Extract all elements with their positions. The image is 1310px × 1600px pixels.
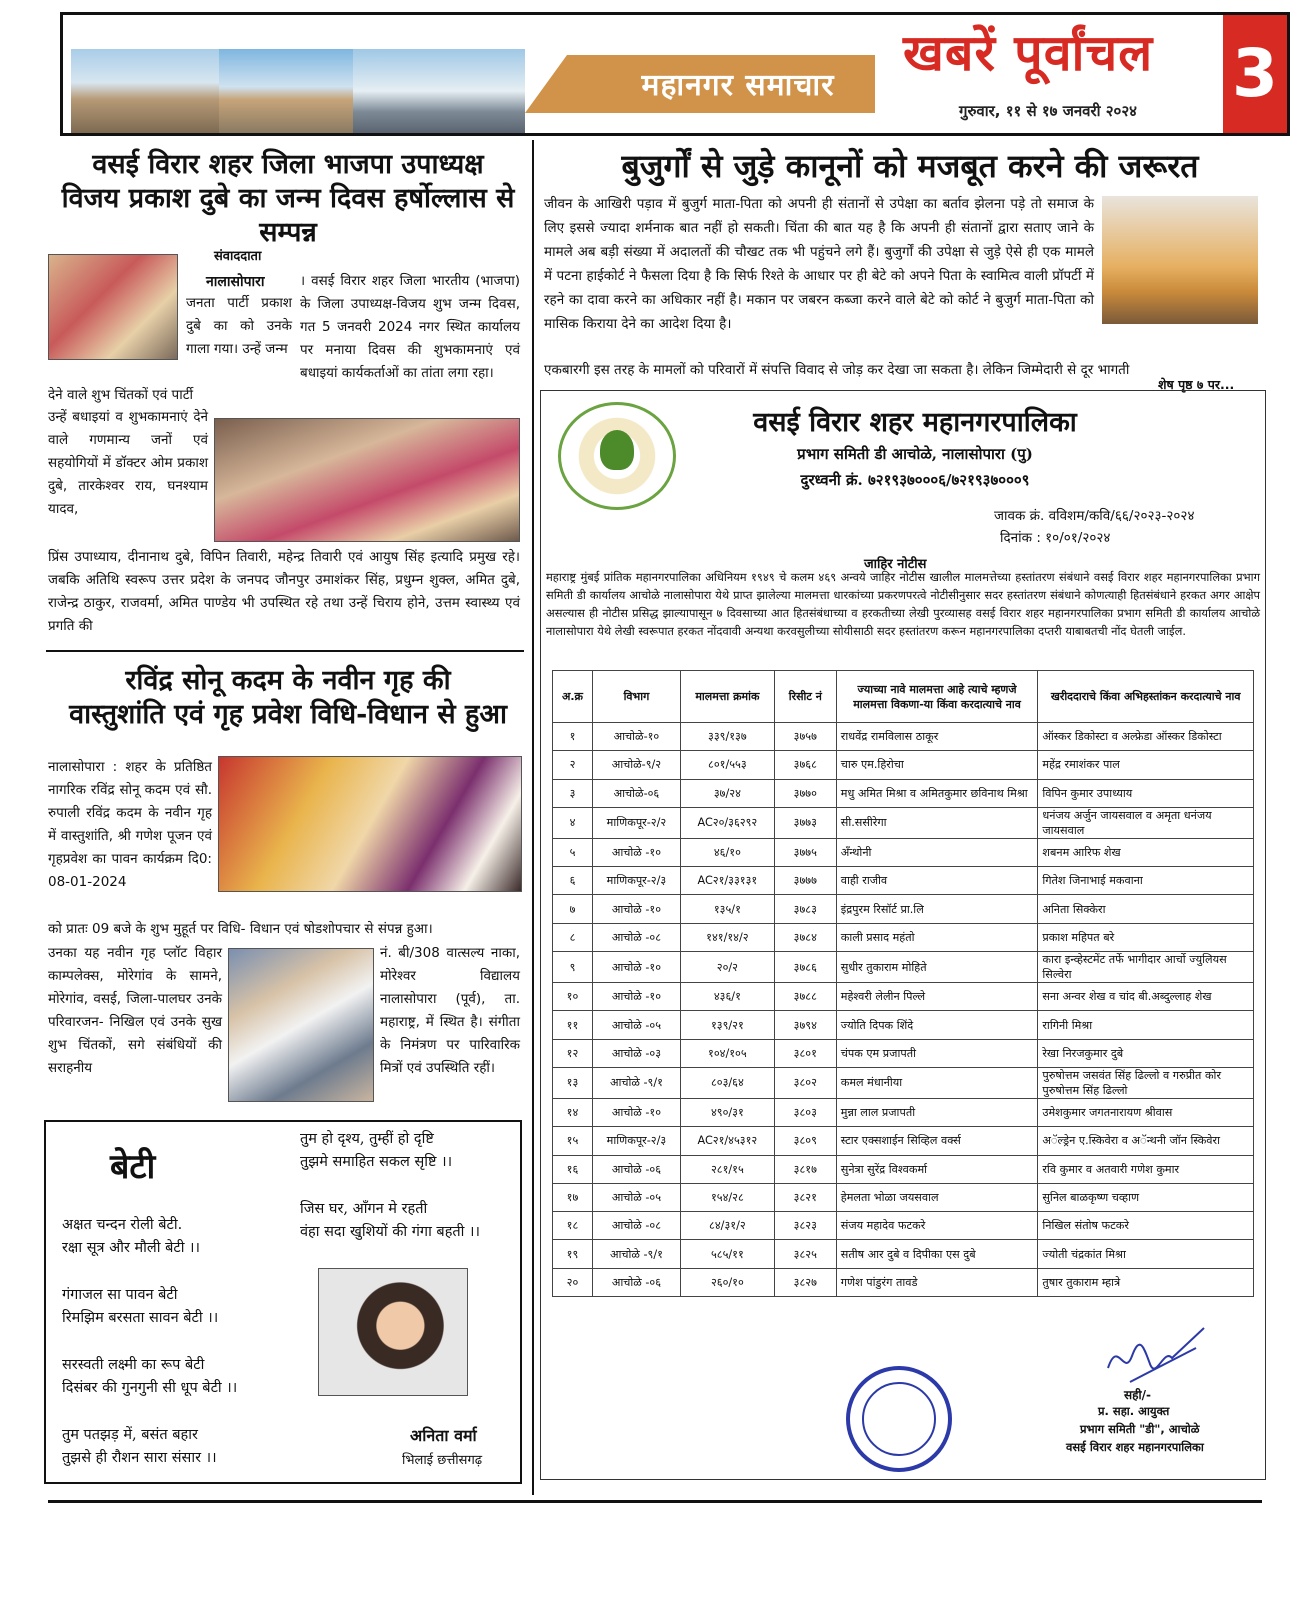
poem-line: गंगाजल सा पावन बेटी — [62, 1287, 178, 1303]
table-cell: रागिनी मिश्रा — [1038, 1011, 1254, 1039]
table-cell: ६ — [553, 867, 593, 895]
table-cell: ३८०२ — [774, 1067, 836, 1098]
table-cell: १३९/२१ — [680, 1011, 774, 1039]
table-row — [553, 1127, 1254, 1155]
signature — [1100, 1318, 1210, 1398]
column-header: विभाग — [592, 671, 680, 723]
official-stamp-inner — [862, 1382, 936, 1456]
poet-place: भिलाई छत्तीसगढ़ — [402, 1453, 483, 1468]
table-row — [553, 923, 1254, 951]
signature-corporation: वसई विरार शहर महानगरपालिका — [1066, 1440, 1204, 1454]
poem-stanza — [62, 1424, 217, 1470]
table-cell: ज्योति दिपक शिंदे — [836, 1011, 1038, 1039]
article1-headline — [52, 148, 524, 249]
table-cell: आचोळे -०६ — [592, 1268, 680, 1296]
article2-text-col2: नं. बी/308 वात्सल्य नाका, मोरेश्वर विद्यालय नालासोपारा (पूर्व), ता. महाराष्ट्र, में स्थित है। संगीता के निमंत्रण पर पारिवारिक मित्रों एवं उपस्थिति रहीं। — [380, 945, 520, 1076]
poem-line: रिमझिम बरसता सावन बेटी ।। — [62, 1310, 219, 1326]
poem-line: तुम पतझड़ में, बसंत बहार — [62, 1427, 198, 1443]
property-transfer-table — [552, 670, 1254, 1297]
table-cell: ४९०/३१ — [680, 1098, 774, 1126]
signature-designation: प्र. सहा. आयुक्त — [1098, 1404, 1170, 1418]
column-header: रिसीट नं — [774, 671, 836, 723]
article2-headline-line1: रविंद्र सोनू कदम के नवीन गृह की — [125, 665, 451, 696]
table-cell: १५ — [553, 1127, 593, 1155]
table-cell: १४ — [553, 1098, 593, 1126]
table-cell: सतीष आर दुबे व दिपीका एस दुबे — [836, 1240, 1038, 1268]
table-cell: मुन्ना लाल प्रजापती — [836, 1098, 1038, 1126]
table-cell: १० — [553, 983, 593, 1011]
table-cell: ३७७५ — [774, 838, 836, 866]
table-cell: आचोळे -१० — [592, 983, 680, 1011]
article1-text-names: उन्हें बधाइयां व शुभकामनाएं देने वाले गणमान्य जनों एवं सहयोगियों में डॉक्टर ओम प्रकाश दुबे, तारकेश्वर राय, घनश्याम यादव, — [48, 409, 208, 517]
masthead — [60, 12, 1290, 136]
table-cell: ३८२७ — [774, 1268, 836, 1296]
poem-stanza — [300, 1198, 480, 1244]
masthead-photo-cst — [71, 49, 219, 133]
article1-text-col1: जनता पार्टी प्रकाश दुबे का को उनके गाला गया। उन्हें जन्म — [186, 295, 292, 357]
table-cell: प्रकाश महिपत बरे — [1038, 923, 1254, 951]
table-cell: स्टार एक्सशाईन सिव्हिल वर्क्स — [836, 1127, 1038, 1155]
poem-line: तुम हो दृश्य, तुम्हीं हो दृष्टि — [300, 1131, 434, 1147]
poem-line: अक्षत चन्दन रोली बेटी. — [62, 1217, 183, 1233]
table-cell: १ — [553, 723, 593, 751]
article2-photo-ceremony — [228, 948, 374, 1102]
article2-text-col1: उनका यह नवीन गृह प्लॉट विहार काम्पलेक्स, मोरेगांव के सामने, मोरेगांव, वसई, जिला-पालघर उनके परिवारजन- निखिल एवं उनके सुख शुभ चिंतकों, सगे संबंधियों की सराहनीय — [48, 945, 222, 1076]
table-cell: सना अन्वर शेख व चांद बी.अब्दुल्लाह शेख — [1038, 983, 1254, 1011]
article1-photo-audience — [214, 418, 520, 542]
table-cell: ३३९/१३७ — [680, 723, 774, 751]
table-cell: हेमलता भोळा जयसवाल — [836, 1183, 1038, 1211]
table-row — [553, 1098, 1254, 1126]
table-cell: ३७९४ — [774, 1011, 836, 1039]
table-cell: आचोळे -१० — [592, 1098, 680, 1126]
table-row — [553, 1183, 1254, 1211]
poem-line: वंहा सदा खुशियों की गंगा बहती ।। — [300, 1224, 481, 1240]
poem-stanza — [62, 1284, 218, 1330]
table-cell: ज्योती चंद्रकांत मिश्रा — [1038, 1240, 1254, 1268]
table-row — [553, 895, 1254, 923]
table-cell: आचोळे -१० — [592, 838, 680, 866]
table-row — [553, 952, 1254, 983]
poem-stanza — [300, 1128, 452, 1174]
table-row — [553, 751, 1254, 779]
table-cell: ८४/३१/२ — [680, 1212, 774, 1240]
table-cell: ८०१/५५३ — [680, 751, 774, 779]
table-cell: ३७७३ — [774, 807, 836, 838]
table-row — [553, 723, 1254, 751]
table-row — [553, 779, 1254, 807]
table-cell: उमेशकुमार जगतनारायण श्रीवास — [1038, 1098, 1254, 1126]
table-cell: ८ — [553, 923, 593, 951]
table-row — [553, 983, 1254, 1011]
article2-text-intro: नालासोपारा : शहर के प्रतिष्ठित नागरिक रविंद्र सोनू कदम एवं सौ. रुपाली रविंद्र कदम के नवीन गृह में वास्तुशांति, श्री गणेश पूजन एवं गृहप्रवेश का पावन कार्यक्रम दि0: 08-01-2024 — [48, 759, 212, 890]
article3-photo-elderly — [1102, 196, 1258, 324]
table-cell: २ — [553, 751, 593, 779]
table-cell: अनिता सिक्केरा — [1038, 895, 1254, 923]
poem-line: जिस घर, आँगन मे रहती — [300, 1201, 428, 1217]
table-cell: आचोळे -०३ — [592, 1039, 680, 1067]
table-row — [553, 807, 1254, 838]
article1-byline: संवाददाता — [214, 249, 262, 264]
article1-headline-line1: वसई विरार शहर जिला भाजपा उपाध्यक्ष — [92, 149, 484, 180]
table-row — [553, 838, 1254, 866]
article1-photo-stage — [48, 254, 178, 360]
table-cell: सी.ससीरेगा — [836, 807, 1038, 838]
table-cell: शबनम आरिफ शेख — [1038, 838, 1254, 866]
table-cell: वाही राजीव — [836, 867, 1038, 895]
article3-text: जीवन के आखिरी पड़ाव में बुजुर्ग माता-पिता को अपनी ही संतानों से उपेक्षा का बर्ताव झेलना पड़े तो समाज के लिए इससे ज्यादा शर्मनाक बात नहीं हो सकती। चिंता की बात यह है कि अपनी ही संतानों द्वारा सताए जाने के मामले अब बड़ी संख्या में अदालतों की चौखट तक भी पहुंचने लगे हैं। बुजुर्गों की उपेक्षा से जुड़े ऐसे ही एक मामले में पटना हाईकोर्ट ने फैसला दिया है कि सिर्फ रिश्ते के आधार पर ही बेटे को अपने पिता के स्वामित्व वाली प्रॉपर्टी में रहने का दावा करने का अधिकार नहीं है। मकान पर जबरन कब्जा करने वाले बेटे को कोर्ट ने बुजुर्ग माता-पिता को मासिक किराया देने का आदेश दिया है। — [544, 196, 1094, 332]
table-cell: गितेश जिनाभाई मकवाना — [1038, 867, 1254, 895]
table-cell: आचोळे -१० — [592, 952, 680, 983]
table-cell: आचोळे-०६ — [592, 779, 680, 807]
table-row — [553, 1067, 1254, 1098]
article-separator — [46, 650, 524, 652]
table-cell: AC२१/३३१३१ — [680, 867, 774, 895]
table-cell: महेश्वरी लेलीन पिल्ले — [836, 983, 1038, 1011]
poem-line: सरस्वती लक्ष्मी का रूप बेटी — [62, 1357, 205, 1373]
table-row — [553, 1155, 1254, 1183]
column-header: मालमत्ता क्रमांक — [680, 671, 774, 723]
table-cell: ११ — [553, 1011, 593, 1039]
notice-phone: दुरध्वनी क्रं. ७२१९३७०००६/७२१९३७०००९ — [800, 471, 1030, 489]
column-header: अ.क्र — [553, 671, 593, 723]
page-number: 3 — [1223, 15, 1287, 133]
table-cell: ३८०९ — [774, 1127, 836, 1155]
table-cell: १३५/१ — [680, 895, 774, 923]
notice-heading: जाहिर नोटीस — [864, 557, 927, 572]
poem-stanza — [62, 1214, 200, 1260]
masthead-photo-sealink — [353, 49, 525, 133]
table-cell: रवि कुमार व अतवारी गणेश कुमार — [1038, 1155, 1254, 1183]
table-cell: २६०/१० — [680, 1268, 774, 1296]
notice-subtitle: प्रभाग समिती डी आचोळे, नालासोपारा (पु) — [797, 445, 1033, 463]
table-cell: चंपक एम प्रजापती — [836, 1039, 1038, 1067]
newspaper-title: खबरें पूर्वांचल — [903, 23, 1154, 82]
table-cell: ३७६८ — [774, 751, 836, 779]
table-cell: ३७८३ — [774, 895, 836, 923]
table-cell: १९ — [553, 1240, 593, 1268]
column-header: ज्याच्या नावे मालमत्ता आहे त्याचे म्हणजे मालमत्ता विकणा-या किंवा करदात्याचे नाव — [836, 671, 1038, 723]
table-cell: आचोळे -१० — [592, 895, 680, 923]
table-row — [553, 1240, 1254, 1268]
table-cell: ऑस्कर डिकोस्टा व अल्फ्रेडा ऑस्कर डिकोस्टा — [1038, 723, 1254, 751]
table-cell: ३ — [553, 779, 593, 807]
poem-title: बेटी — [110, 1147, 156, 1187]
article2-headline — [52, 664, 524, 732]
table-cell: अँन्थोनी — [836, 838, 1038, 866]
table-cell: ४ — [553, 807, 593, 838]
masthead-photo-gateway — [219, 49, 353, 133]
table-cell: ४६/१० — [680, 838, 774, 866]
table-cell: ३८०१ — [774, 1039, 836, 1067]
table-cell: ३८२१ — [774, 1183, 836, 1211]
table-cell: आचोळे -०५ — [592, 1183, 680, 1211]
table-row — [553, 867, 1254, 895]
table-cell: आचोळे -०८ — [592, 1212, 680, 1240]
column-divider — [532, 140, 534, 1495]
page-bottom-rule — [48, 1500, 1262, 1503]
notice-date: दिनांक : १०/०१/२०२४ — [1000, 530, 1111, 546]
table-cell: ५ — [553, 838, 593, 866]
table-cell: माणिकपूर-२/३ — [592, 1127, 680, 1155]
table-cell: ३८२५ — [774, 1240, 836, 1268]
table-cell: सुनेत्रा सुरेंद्र विश्वकर्मा — [836, 1155, 1038, 1183]
article2-photo-puja — [218, 756, 522, 892]
poet-portrait — [318, 1268, 468, 1396]
article1-text-line: देने वाले शुभ चिंतकों एवं पार्टी — [48, 387, 194, 403]
signature-office: प्रभाग समिती "डी", आचोळे — [1080, 1422, 1200, 1436]
table-cell: अॅल्ड्रेन ए.स्किवेरा व अॅन्थनी जॉन स्किवेरा — [1038, 1127, 1254, 1155]
table-cell: १०४/१०५ — [680, 1039, 774, 1067]
table-body — [553, 723, 1254, 1297]
table-cell: निखिल संतोष फटकरे — [1038, 1212, 1254, 1240]
table-cell: ३७७० — [774, 779, 836, 807]
table-cell: आचोळे -९/१ — [592, 1240, 680, 1268]
table-cell: १३ — [553, 1067, 593, 1098]
table-cell: २०/२ — [680, 952, 774, 983]
table-cell: १४१/१४/२ — [680, 923, 774, 951]
article3-headline: बुजुर्गों से जुड़े कानूनों को मजबूत करने की जरूरत — [621, 147, 1199, 185]
notice-reference: जावक क्रं. वविशम/कवि/६६/२०२३-२०२४ — [994, 508, 1195, 524]
table-cell: आचोळे-९/२ — [592, 751, 680, 779]
table-cell: ८०३/६४ — [680, 1067, 774, 1098]
table-cell: आचोळे-१० — [592, 723, 680, 751]
table-cell: आचोळे -०५ — [592, 1011, 680, 1039]
table-cell: ३८०३ — [774, 1098, 836, 1126]
table-cell: विपिन कुमार उपाध्याय — [1038, 779, 1254, 807]
table-cell: २८१/१५ — [680, 1155, 774, 1183]
table-cell: कारा इन्व्हेस्टमेंट तर्फे भागीदार आर्चो ज्युलियस सिल्वेरा — [1038, 952, 1254, 983]
table-cell: सुधीर तुकाराम मोहिते — [836, 952, 1038, 983]
table-cell: ३७८८ — [774, 983, 836, 1011]
table-cell: सुनिल बाळकृष्ण चव्हाण — [1038, 1183, 1254, 1211]
table-cell: ५८५/११ — [680, 1240, 774, 1268]
article1-text-bottom: प्रिंस उपाध्याय, दीनानाथ दुबे, विपिन तिवारी, महेन्द्र तिवारी एवं आयुष सिंह इत्यादि प्रमुख रहे। जबकि अतिथि स्वरूप उत्तर प्रदेश के जनपद जौनपुर उमाशंकर सिंह, प्रधुम्न शुक्ल, अमित दुबे, राजेन्द्र ठाकुर, राजवर्मा, अमित पाण्डेय भी उपस्थित रहे तथा उन्हें चिराय होने, उत्तम स्वास्थ्य एवं प्रगति की — [48, 549, 520, 634]
table-row — [553, 1039, 1254, 1067]
poet-name: अनिता वर्मा — [410, 1426, 477, 1445]
table-cell: पुरुषोत्तम जसवंत सिंह ढिल्लो व गरुप्रीत कोर पुरुषोत्तम सिंह ढिल्लो — [1038, 1067, 1254, 1098]
table-cell: ४३६/१ — [680, 983, 774, 1011]
article1-text-col2: । वसई विरार शहर जिला भारतीय (भाजपा) के जिला उपाध्यक्ष-विजय शुभ जन्म दिवस, गत 5 जनवरी 2024 नगर स्थित कार्यालय पर मनाया दिवस की शुभकामनाएं एवं बधाइयां कार्यकर्ताओं का तांता लगा रहा। — [300, 273, 520, 381]
table-cell: माणिकपूर-२/३ — [592, 867, 680, 895]
table-cell: १५४/२८ — [680, 1183, 774, 1211]
table-cell: चारु एम.हिरोचा — [836, 751, 1038, 779]
table-row — [553, 1011, 1254, 1039]
table-cell: मधु अमित मिश्रा व अमितकुमार छविनाथ मिश्रा — [836, 779, 1038, 807]
table-header-row — [553, 671, 1254, 723]
corporation-logo-emblem — [600, 430, 634, 470]
table-cell: धनंजय अर्जुन जायसवाल व अमृता धनंजय जायसवाल — [1038, 807, 1254, 838]
table-cell: २० — [553, 1268, 593, 1296]
notice-paragraph: महाराष्ट्र मुंबई प्रांतिक महानगरपालिका अधिनियम १९४९ चे कलम ४६९ अन्वये जाहिर नोटीस खालील मालमत्तेच्या हस्तांतरण संबंधाने वसई विरार शहर महानगरपालिका प्रभाग समिती डी कार्यालय आचोळे नालासोपारा येथे प्राप्त झालेल्या मालमत्ता धारकांच्या प्रकरणपरत्वे नोटीसीनुसार सदर हस्तांतरण संबंधाने कोणत्याही हितसंबंधाने हरकत अगर आक्षेप असल्यास ही नोटीस प्रसिद्ध झाल्यापासून ७ दिवसाच्या आत हितसंबंधाच्या व हरकतीच्या लेखी पुरव्यासह वसई विरार शहर महानगरपालिका प्रभाग समिती डी कार्यालय आचोळे नालासोपारा येथे लेखी स्वरूपात हरकत नोंदवावी अन्यथा करवसुलीच्या सोयीसाठी सदर हस्तांतरण करून महानगरपालिका दप्तरी याबाबतची नोंद घेतली जाईल. — [546, 570, 1260, 638]
table-cell: कमल मंधानीया — [836, 1067, 1038, 1098]
table-cell: १६ — [553, 1155, 593, 1183]
table-row — [553, 1268, 1254, 1296]
table-cell: ३७५७ — [774, 723, 836, 751]
signature-sahi: सही/- — [1124, 1388, 1151, 1402]
table-cell: AC२०/३६२९२ — [680, 807, 774, 838]
section-label: महानगर समाचार — [641, 68, 835, 103]
table-row — [553, 1212, 1254, 1240]
poem-line: दिसंबर की गुनगुनी सी धूप बेटी ।। — [62, 1380, 238, 1396]
table-cell: काली प्रसाद महंतो — [836, 923, 1038, 951]
table-cell: इंद्रपुरम रिसॉर्ट प्रा.लि — [836, 895, 1038, 923]
article2-headline-line2: वास्तुशांति एवं गृह प्रवेश विधि-विधान से हुआ — [69, 698, 507, 730]
table-cell: ३७/२४ — [680, 779, 774, 807]
article1-place: नालासोपारा — [206, 274, 265, 290]
article2-text-line: को प्रातः 09 बजे के शुभ मुहूर्त पर विधि- विधान एवं षोडशोपचार से संपन्न हुआ। — [48, 921, 433, 937]
table-cell: ३८२३ — [774, 1212, 836, 1240]
table-cell: १८ — [553, 1212, 593, 1240]
table-cell: राधवेंद्र रामविलास ठाकूर — [836, 723, 1038, 751]
poem-line: तुझसे ही रौशन सारा संसार ।। — [62, 1450, 217, 1466]
article3-text-continued: एकबारगी इस तरह के मामलों को परिवारों में संपत्ति विवाद से जोड़ कर देखा जा सकता है। लेकिन जिम्मेदारी से दूर भागती — [544, 362, 1130, 378]
table-cell: आचोळे -०८ — [592, 923, 680, 951]
poem-line: तुझमे समाहित सकल सृष्टि ।। — [300, 1154, 453, 1170]
table-cell: आचोळे -९/१ — [592, 1067, 680, 1098]
table-cell: माणिकपूर-२/२ — [592, 807, 680, 838]
poem-stanza — [62, 1354, 237, 1400]
issue-date: गुरुवार, ११ से १७ जनवरी २०२४ — [959, 102, 1137, 120]
table-cell: संजय महादेव फटकरे — [836, 1212, 1038, 1240]
table-cell: गणेश पांडुरंग तावडे — [836, 1268, 1038, 1296]
table-cell: ९ — [553, 952, 593, 983]
table-cell: ३७८४ — [774, 923, 836, 951]
table-cell: ३८१७ — [774, 1155, 836, 1183]
notice-title: वसई विरार शहर महानगरपालिका — [753, 407, 1077, 438]
table-cell: महेंद्र रमाशंकर पाल — [1038, 751, 1254, 779]
poem-line: रक्षा सूत्र और मौली बेटी ।। — [62, 1240, 201, 1256]
article1-headline-line2: विजय प्रकाश दुबे का जन्म दिवस हर्षोल्लास से सम्पन्न — [61, 182, 515, 248]
table-cell: १२ — [553, 1039, 593, 1067]
table-cell: रेखा निरजकुमार दुबे — [1038, 1039, 1254, 1067]
table-cell: आचोळे -०६ — [592, 1155, 680, 1183]
continued-on-page: शेष पृष्ठ ७ पर... — [1158, 377, 1235, 392]
table-cell: तुषार तुकाराम म्हात्रे — [1038, 1268, 1254, 1296]
table-cell: ७ — [553, 895, 593, 923]
table-cell: ३७८६ — [774, 952, 836, 983]
table-cell: AC२१/४५३१२ — [680, 1127, 774, 1155]
table-cell: १७ — [553, 1183, 593, 1211]
table-cell: ३७७७ — [774, 867, 836, 895]
column-header: खरीददाराचे किंवा अभिहस्तांकन करदात्याचे नाव — [1038, 671, 1254, 723]
